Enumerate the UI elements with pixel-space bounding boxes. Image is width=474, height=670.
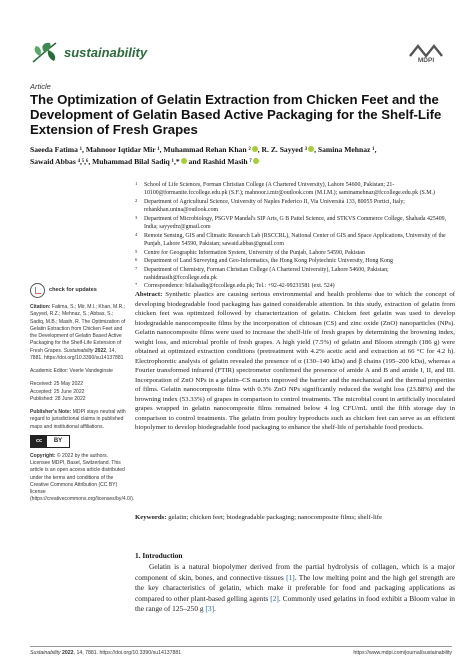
affiliation-number: * (135, 282, 138, 288)
citation-year: 2022 (94, 347, 107, 354)
affiliation-text: School of Life Sciences, Forman Christian College (A Chartered University), Lahore 54600, Pakistan; 21-10100@formanite.fccollege.edu.pk (S.F.); mahnoor.i.mir@outlook.com (M.I.M.); saminamehnaz@fccollege.edu.pk (S.M.) (144, 182, 435, 197)
copyright-text: © 2022 by the authors. Licensee MDPI, Basel, Switzerland. This article is an open access article distributed under the terms and conditions of the Creative Commons Attribution (CC BY) license (https://creativecommons.org/licenses/by/4.0/). (30, 452, 135, 503)
citation-text: Fatima, S.; Mir, M.I.; Khan, M.R.; Sayyed, R.Z.; Mehnaz, S.; Abbas, S.; Sadiq, M.B.; Masih, R. The Optimization of Gelatin Extraction from Chicken Feet and the Development of Gelatin Based Active Packaging for the Shelf-Life Extension of Fresh Grapes. (30, 304, 126, 354)
reference-link[interactable]: [1] (286, 572, 295, 582)
affiliation-item (135, 257, 455, 265)
keywords (135, 513, 455, 523)
accepted-date: Accepted: 25 June 2022 (30, 388, 85, 395)
body-text: . Commonly used gelatins in food exhibit a Bloom value in the range of 125–250 g (135, 593, 455, 614)
authors-text: , Muhammad Bilal Sadiq ¹,* (88, 157, 180, 166)
authors-text: , R. Z. Sayyed ³ (257, 145, 308, 154)
affiliation-number: 4 (135, 231, 138, 237)
affiliation-number: 5 (135, 248, 138, 254)
citation-doi-link[interactable]: , 14, 7881. https://doi.org/10.3390/su14137881 (30, 347, 124, 361)
affiliation-text: Department of Agricultural Science, University of Naples Federico II, Via Università 133, 80055 Portici, Italy; rehankhan.unina@outlook.com (144, 198, 405, 214)
affiliation-text: Remote Sensing, GIS and Climatic Research Lab (RSCCRL), National Center of GIS and Space Applications, University of the Punjab, Lahore 54590, Pakistan; sawaid.abbas@gmail.com (144, 232, 446, 248)
citation-journal: Sustainability (63, 347, 94, 354)
check-for-updates-button[interactable] (30, 283, 127, 298)
correspondence-text: Correspondence: bilalsadiq@fccollege.edu.pk; Tel.: +92-42-99231581 (ext. 524) (144, 283, 335, 290)
footer-citation (30, 650, 181, 656)
footer-journal: Sustainability (30, 650, 61, 656)
citation-label: Citation: (30, 304, 51, 310)
check-updates-icon (30, 283, 45, 298)
citation-block (30, 304, 127, 362)
authors-text: Saeeda Fatima ¹, Mahnoor Iqtidar Mir ¹, Muhammad Rehan Khan ² (30, 145, 251, 154)
cc-license-badge[interactable] (30, 435, 70, 448)
author-list (30, 144, 450, 168)
publisher-note-text: MDPI stays neutral with regard to jurisdictional claims in published maps and institutional affiliations. (30, 409, 126, 430)
affiliation-text: Department of Microbiology, PSGVP Mandal's SIP Arts, G B Pattel Science, and STKVS Commerce College, Shahada 425409, India; sayyedrz@gmail.com (144, 215, 447, 231)
journal-name[interactable]: sustainability (64, 45, 148, 60)
article-info-sidebar (30, 283, 135, 504)
dates-block (30, 381, 127, 403)
reference-link[interactable]: [3] (205, 604, 215, 614)
authors-text: , Samina Mehnaz ¹, (314, 145, 377, 154)
authors-text: and Rashid Masih ⁷ (186, 157, 252, 166)
affiliation-item (135, 266, 455, 283)
affiliation-number: 1 (135, 181, 138, 186)
publisher-note-label: Publisher's Note: (30, 409, 72, 415)
page-footer (30, 646, 452, 656)
copyright-block (30, 452, 135, 504)
journal-url-link[interactable]: https://www.mdpi.com/journal/sustainability (353, 650, 452, 656)
mdpi-logo-icon[interactable] (408, 42, 444, 62)
copyright-label: Copyright: (30, 452, 56, 459)
body-text: . The low melting point and the high gel strength are the key characteristics of gelatin, which make it preferable for food and packaging applications as compared to other plant-based gelling agents (135, 572, 456, 603)
by-icon: BY (53, 437, 63, 444)
affiliation-number: 7 (135, 265, 138, 271)
paper-title: The Optimization of Gelatin Extraction from Chicken Feet and the Development of Gelatin Based Active Packaging for the Shelf-Life Extension of Fresh Grapes (30, 92, 442, 137)
affiliation-item (135, 232, 455, 249)
article-type: Article (30, 82, 51, 91)
introduction-paragraph (135, 562, 455, 615)
body-text: . (214, 604, 216, 614)
footer-year: 2022 (62, 650, 74, 656)
body-text: Gelatin is a natural biopolymer derived from the partial hydrolysis of collagen, which is a major component of skin, bones, and connective tissues (135, 562, 455, 582)
affiliation-text: Centre for Geographic Information System, University of the Punjab, Lahore 54590, Pakistan (144, 249, 365, 256)
abstract (135, 290, 455, 433)
affiliation-item (135, 215, 455, 232)
footer-doi-link[interactable]: , 14, 7881. https://doi.org/10.3390/su14137881 (73, 650, 182, 656)
cc-icon: cc (31, 436, 47, 447)
keywords-text: gelatin; chicken feet; biodegradable packaging; nanocomposite films; shelf-life (168, 514, 383, 521)
affiliation-item (135, 249, 455, 257)
abstract-text: Synthetic plastics are causing serious environmental and health problems due to which the concept of developing biodegradable food packaging has gained considerable attention. In this study, extraction of gelatin from chicken feet was optimized followed by characterization of gelatin. Chicken feet gelatin was used to develop biodegradable nanocomposite films by the incorporation of chitosan (CS) and zinc oxide (ZnO) nanoparticles (NPs). Gelatin nanocomposite films were used to increase the shelf-life of fresh grapes by determining the browning index, weight loss, and microbial profile of fresh grapes. A high yield (7.5%) of gelatin and Bloom strength (186 g) were obtained at optimized extraction conditions (pretreatment with 4.2% acetic acid and extraction at 66 °C for 4.2 h). Electrophoretic analysis of gelatin revealed the presence of α (130–140 kDa) and β chains (195–200 kDa), whereas a Fourier transformed infrared (FTIR) spectrometer confirmed the presence of amide A and B and amide I, II, and III. Incorporation of ZnO NPs in a gelatin–CS matrix improved the barrier and the mechanical and the thermal properties of films. Gelatin nanocomposite films with 0.3% ZnO NPs significantly reduced the weight loss (23.88%) and the browning index (53.33%) of grapes in comparison to control treatments. The microbial count in artificially inoculated grapes wrapped in gelatin nanocomposite films remained below 4 log CFU/mL until the fifth storage day in comparison to control treatments. The gelatin from poultry byproducts such as chicken feet can serve as an efficient biopolymer to develop biodegradable food packaging to enhance the shelf-life of perishable food products. (135, 291, 455, 431)
authors-text: Sawaid Abbas ⁴,⁵,⁶ (30, 157, 89, 166)
orcid-icon[interactable] (253, 158, 259, 164)
section-heading: 1. Introduction (135, 551, 183, 560)
publisher-note (30, 409, 127, 431)
affiliation-number: 3 (135, 214, 138, 220)
publisher-name: MDPI (417, 57, 435, 62)
affiliation-list (135, 181, 455, 291)
published-date: Published: 28 June 2022 (30, 395, 86, 402)
journal-leaf-logo-icon (30, 40, 60, 66)
affiliation-text: Department of Land Surveying and Geo-Informatics, the Hong Kong Polytechnic University, Hong Kong (144, 258, 393, 265)
affiliation-number: 2 (135, 197, 138, 203)
check-updates-label: check for updates (49, 287, 97, 294)
journal-header (30, 40, 444, 74)
academic-editor: Academic Editor: Veerle Vandeginste (30, 368, 113, 374)
affiliation-item (135, 181, 455, 198)
reference-link[interactable]: [2] (270, 593, 279, 603)
abstract-label: Abstract: (135, 291, 163, 298)
affiliation-number: 6 (135, 257, 138, 263)
affiliation-text: Department of Chemistry, Forman Christian College (A Chartered University), Lahore 54600, Pakistan; rashidmasih@fccollege.edu.pk (144, 266, 389, 281)
keywords-label: Keywords: (135, 514, 167, 521)
affiliation-item (135, 198, 455, 215)
received-date: Received: 25 May 2022 (30, 381, 84, 388)
